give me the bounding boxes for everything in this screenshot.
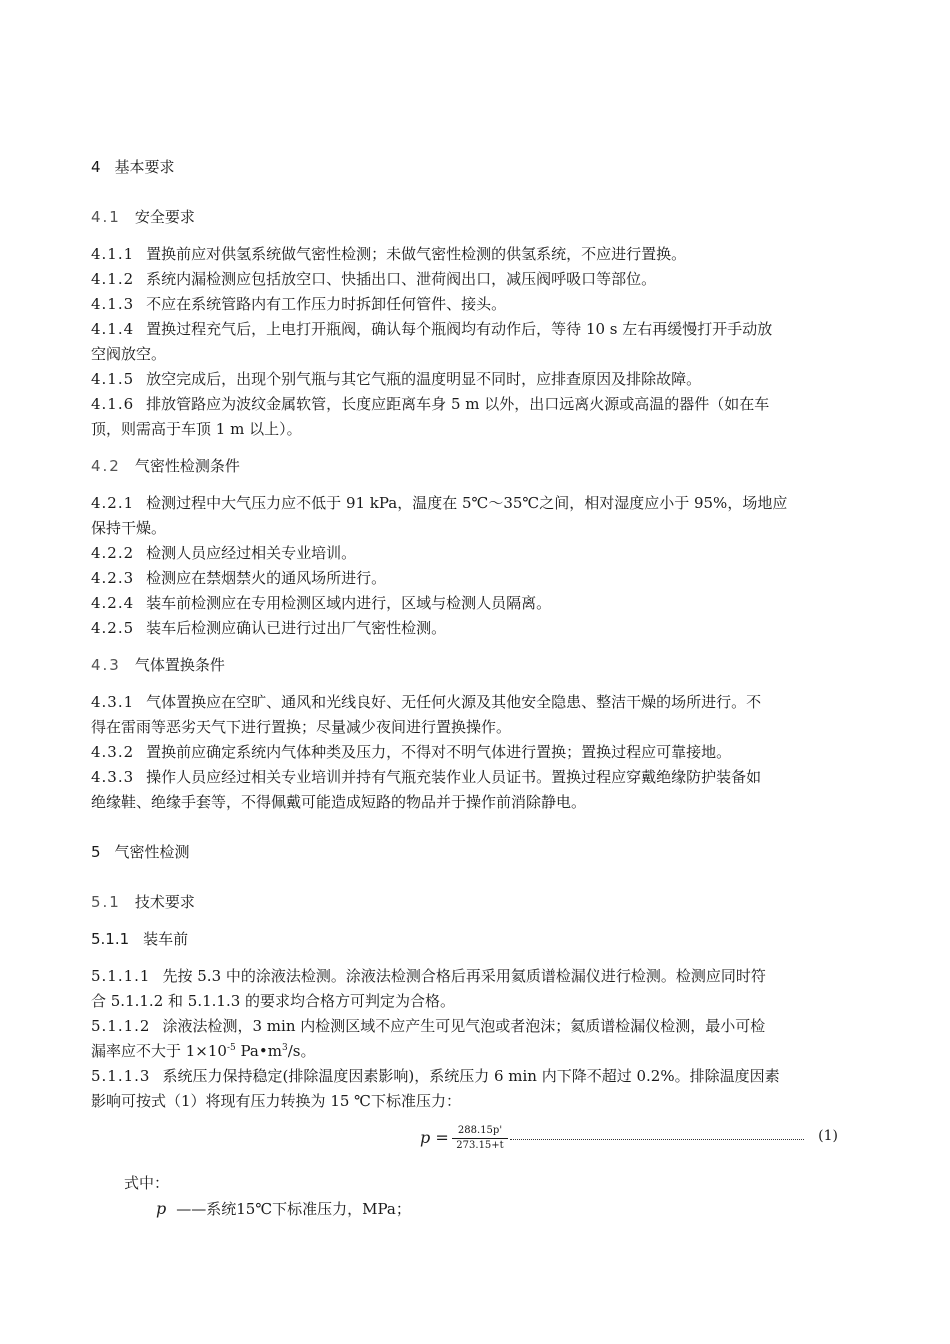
formula-1 bbox=[420, 1124, 838, 1154]
clause-4-1-2: 4.1.2 系统内漏检测应包括放空口、快插出口、泄荷阀出口，减压阀呼吸口等部位。 bbox=[91, 270, 657, 288]
clause-4-3-3: 4.3.3 操作人员应经过相关专业培训并持有气瓶充装作业人员证书。置换过程应穿戴绝缘防护装备如 绝缘鞋、绝缘手套等，不得佩戴可能造成短路的物品并于操作前消除静电。 bbox=[91, 768, 762, 811]
section-heading-4-1: 4.1 安全要求 bbox=[91, 208, 195, 226]
clause-4-1-5: 4.1.5 放空完成后，出现个别气瓶与其它气瓶的温度明显不同时，应排查原因及排除故障。 bbox=[91, 370, 702, 388]
clause-4-2-1: 4.2.1 检测过程中大气压力应不低于 91 kPa，温度在 5℃～35℃之间，相对湿度应小于 95%，场地应 保持干燥。 bbox=[91, 494, 788, 537]
clause-4-2-4: 4.2.4 装车前检测应在专用检测区域内进行，区域与检测人员隔离。 bbox=[91, 594, 552, 612]
clause-4-1-1: 4.1.1 置换前应对供氢系统做气密性检测；未做气密性检测的供氢系统，不应进行置换。 bbox=[91, 245, 687, 263]
clause-5-1-1-1: 5.1.1.1 先按 5.3 中的涂液法检测。涂液法检测合格后再采用氦质谱检漏仪进行检测。检测应同时符 合 5.1.1.2 和 5.1.1.3 的要求均合格方可判定为合格。 bbox=[91, 967, 766, 1010]
section-heading-4-2: 4.2 气密性检测条件 bbox=[91, 457, 240, 475]
clause-4-1-4: 4.1.4 置换过程充气后，上电打开瓶阀，确认每个瓶阀均有动作后，等待 10 s 左右再缓慢打开手动放 空阀放空。 bbox=[91, 320, 773, 363]
section-heading-5-1-1: 5.1.1 装车前 bbox=[91, 930, 189, 948]
section-heading-5: 5 气密性检测 bbox=[91, 843, 190, 861]
clause-4-1-3: 4.1.3 不应在系统管路内有工作压力时拆卸任何管件、接头。 bbox=[91, 295, 507, 313]
formula-fraction bbox=[452, 1124, 508, 1153]
section-heading-4: 4 基本要求 bbox=[91, 158, 175, 176]
clause-4-1-6: 4.1.6 排放管路应为波纹金属软管，长度应距离车身 5 m 以外，出口远离火源或高温的器件（如在车 顶，则需高于车顶 1 m 以上）。 bbox=[91, 395, 770, 438]
clause-4-2-3: 4.2.3 检测应在禁烟禁火的通风场所进行。 bbox=[91, 569, 387, 587]
section-heading-5-1: 5.1 技术要求 bbox=[91, 893, 195, 911]
formula-leader-dots bbox=[510, 1139, 804, 1140]
clause-5-1-1-3: 5.1.1.3 系统压力保持稳定(排除温度因素影响)，系统压力 6 min 内下降不超过 0.2%。排除温度因素 影响可按式（1）将现有压力转换为 15 ℃下标准压力： bbox=[91, 1067, 780, 1110]
formula-lhs: p = bbox=[420, 1128, 449, 1147]
clause-5-1-1-2: 5.1.1.2 涂液法检测，3 min 内检测区域不应产生可见气泡或者泡沫；氦质谱检漏仪检测，最小可检 漏率应不大于 $1\times 10^{-5}$ $Pa•m^3/s$。 bbox=[91, 1017, 766, 1060]
formula-number: (1) bbox=[818, 1128, 838, 1144]
clause-4-3-1: 4.3.1 气体置换应在空旷、通风和光线良好、无任何火源及其他安全隐患、整洁干燥的场所进行。不 得在雷雨等恶劣天气下进行置换；尽量减少夜间进行置换操作。 bbox=[91, 693, 762, 736]
section-heading-4-3: 4.3 气体置换条件 bbox=[91, 656, 225, 674]
formula-numerator: 288.15p' bbox=[457, 1125, 503, 1136]
where-item-p: p ——系统15℃下标准压力，MPa； bbox=[156, 1199, 411, 1218]
clause-4-2-5: 4.2.5 装车后检测应确认已进行过出厂气密性检测。 bbox=[91, 619, 447, 637]
clause-4-2-2: 4.2.2 检测人员应经过相关专业培训。 bbox=[91, 544, 357, 562]
where-label: 式中： bbox=[124, 1174, 170, 1192]
formula-denominator: 273.15+t bbox=[452, 1138, 508, 1153]
clause-4-3-2: 4.3.2 置换前应确定系统内气体种类及压力，不得对不明气体进行置换；置换过程应可靠接地。 bbox=[91, 743, 732, 761]
